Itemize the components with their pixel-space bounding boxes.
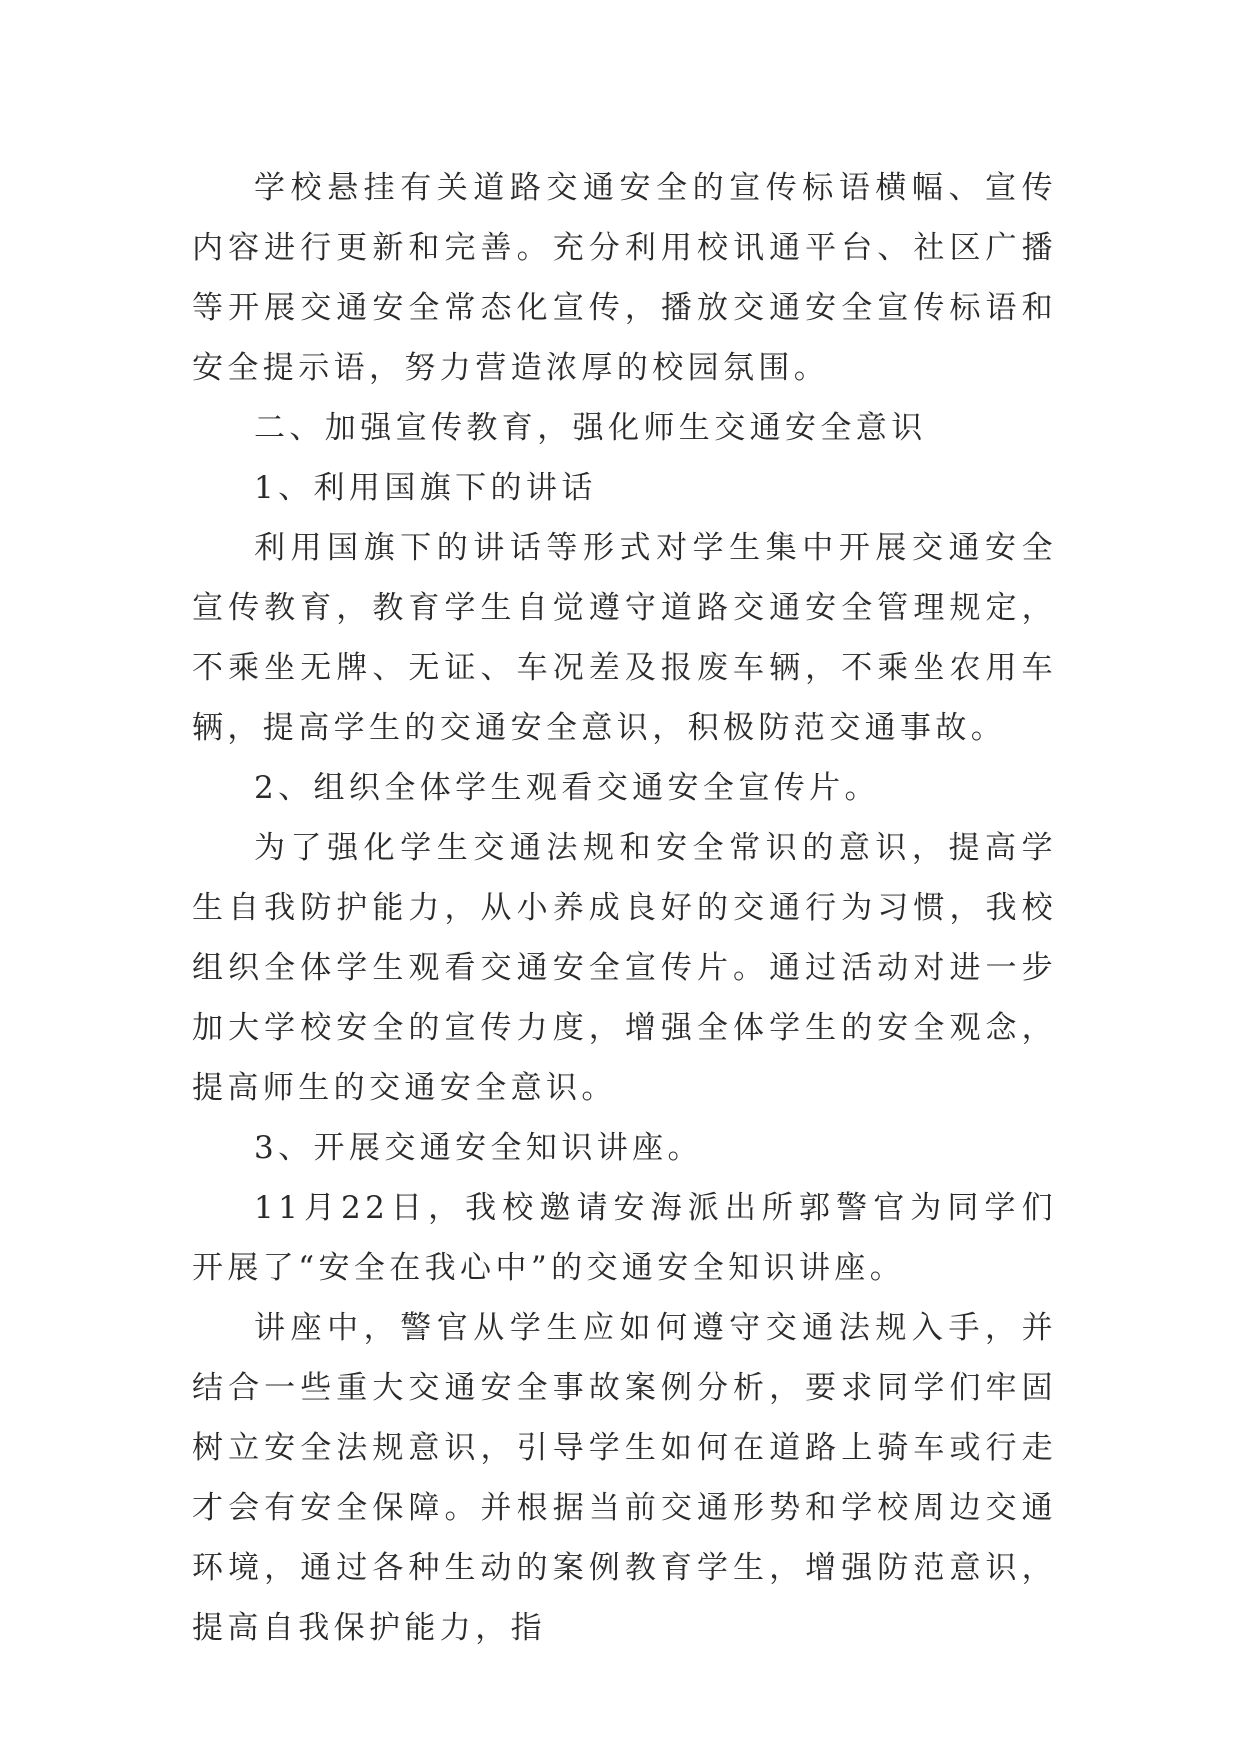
- subheading-safety-film: 2、组织全体学生观看交通安全宣传片。: [254, 770, 880, 806]
- paragraph-flag-speech: 利用国旗下的讲话等形式对学生集中开展交通安全宣传教育，教育学生自觉遵守道路交通安全管理规定，不乘坐无牌、无证、车况差及报废车辆，不乘坐农用车辆，提高学生的交通安全意识，积极防范交通事故。: [192, 530, 1057, 746]
- subheading-safety-lecture: 3、开展交通安全知识讲座。: [254, 1130, 703, 1166]
- section-heading-education: 二、加强宣传教育，强化师生交通安全意识: [254, 410, 927, 446]
- paragraph-lecture-content: 讲座中，警官从学生应如何遵守交通法规入手，并结合一些重大交通安全事故案例分析，要求同学们牢固树立安全法规意识，引导学生如何在道路上骑车或行走才会有安全保障。并根据当前交通形势和学校周边交通环境，通过各种生动的案例教育学生，增强防范意识，提高自我保护能力，指: [192, 1310, 1057, 1646]
- paragraph-publicity-banners: 学校悬挂有关道路交通安全的宣传标语横幅、宣传内容进行更新和完善。充分利用校讯通平台、社区广播等开展交通安全常态化宣传，播放交通安全宣传标语和安全提示语，努力营造浓厚的校园氛围。: [192, 170, 1057, 386]
- paragraph-safety-film: 为了强化学生交通法规和安全常识的意识，提高学生自我防护能力，从小养成良好的交通行为习惯，我校组织全体学生观看交通安全宣传片。通过活动对进一步加大学校安全的宣传力度，增强全体学生的安全观念，提高师生的交通安全意识。: [192, 830, 1057, 1106]
- document-body: [192, 158, 1057, 1658]
- subheading-flag-speech: 1、利用国旗下的讲话: [254, 470, 597, 506]
- paragraph-lecture-date: 11月22日，我校邀请安海派出所郭警官为同学们开展了“安全在我心中”的交通安全知识讲座。: [192, 1190, 1057, 1286]
